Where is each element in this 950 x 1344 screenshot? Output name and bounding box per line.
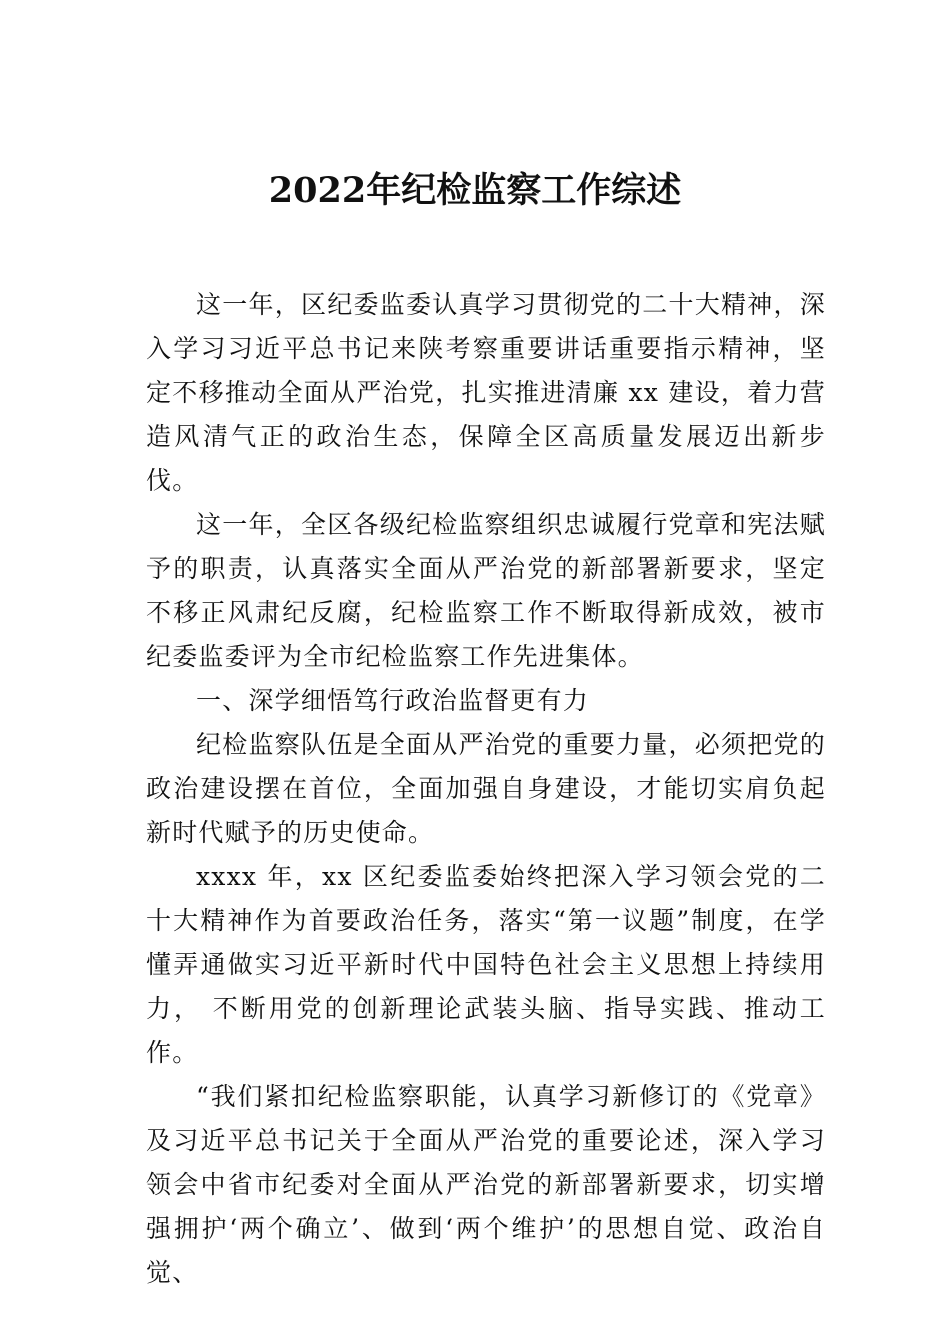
document-body: [146, 283, 826, 1295]
paragraph-section-1-a: 纪检监察队伍是全面从严治党的重要力量，必须把党的政治建设摆在首位，全面加强自身建设，才能切实肩负起新时代赋予的历史使命。: [146, 730, 826, 847]
paragraph-intro-2: 这一年，全区各级纪检监察组织忠诚履行党章和宪法赋予的职责，认真落实全面从严治党的新部署新要求，坚定不移正风肃纪反腐，纪检监察工作不断取得新成效，被市纪委监委评为全市纪检监察工作先进集体。: [146, 510, 826, 671]
paragraph-intro-1: 这一年，区纪委监委认真学习贯彻党的二十大精神，深入学习习近平总书记来陕考察重要讲话重要指示精神，坚定不移推动全面从严治党，扎实推进清廉 xx 建设，着力营造风清气正的政治生态，保障全区高质量发展迈出新步伐。: [146, 290, 826, 495]
paragraph-section-1-quote: “我们紧扣纪检监察职能，认真学习新修订的《党章》及习近平总书记关于全面从严治党的重要论述，深入学习领会中省市纪委对全面从严治党的新部署新要求，切实增强拥护‘两个确立’、做到‘两个维护’的思想自觉、政治自觉、: [146, 1082, 826, 1287]
section-heading-1: 一、深学细悟笃行政治监督更有力: [196, 686, 590, 715]
paragraph-section-1-b: xxxx 年，xx 区纪委监委始终把深入学习领会党的二十大精神作为首要政治任务，落实“第一议题”制度，在学懂弄通做实习近平新时代中国特色社会主义思想上持续用力， 不断用党的创新理论武装头脑、指导实践、推动工作。: [146, 862, 826, 1067]
document-title: 2022年纪检监察工作综述: [268, 170, 682, 211]
